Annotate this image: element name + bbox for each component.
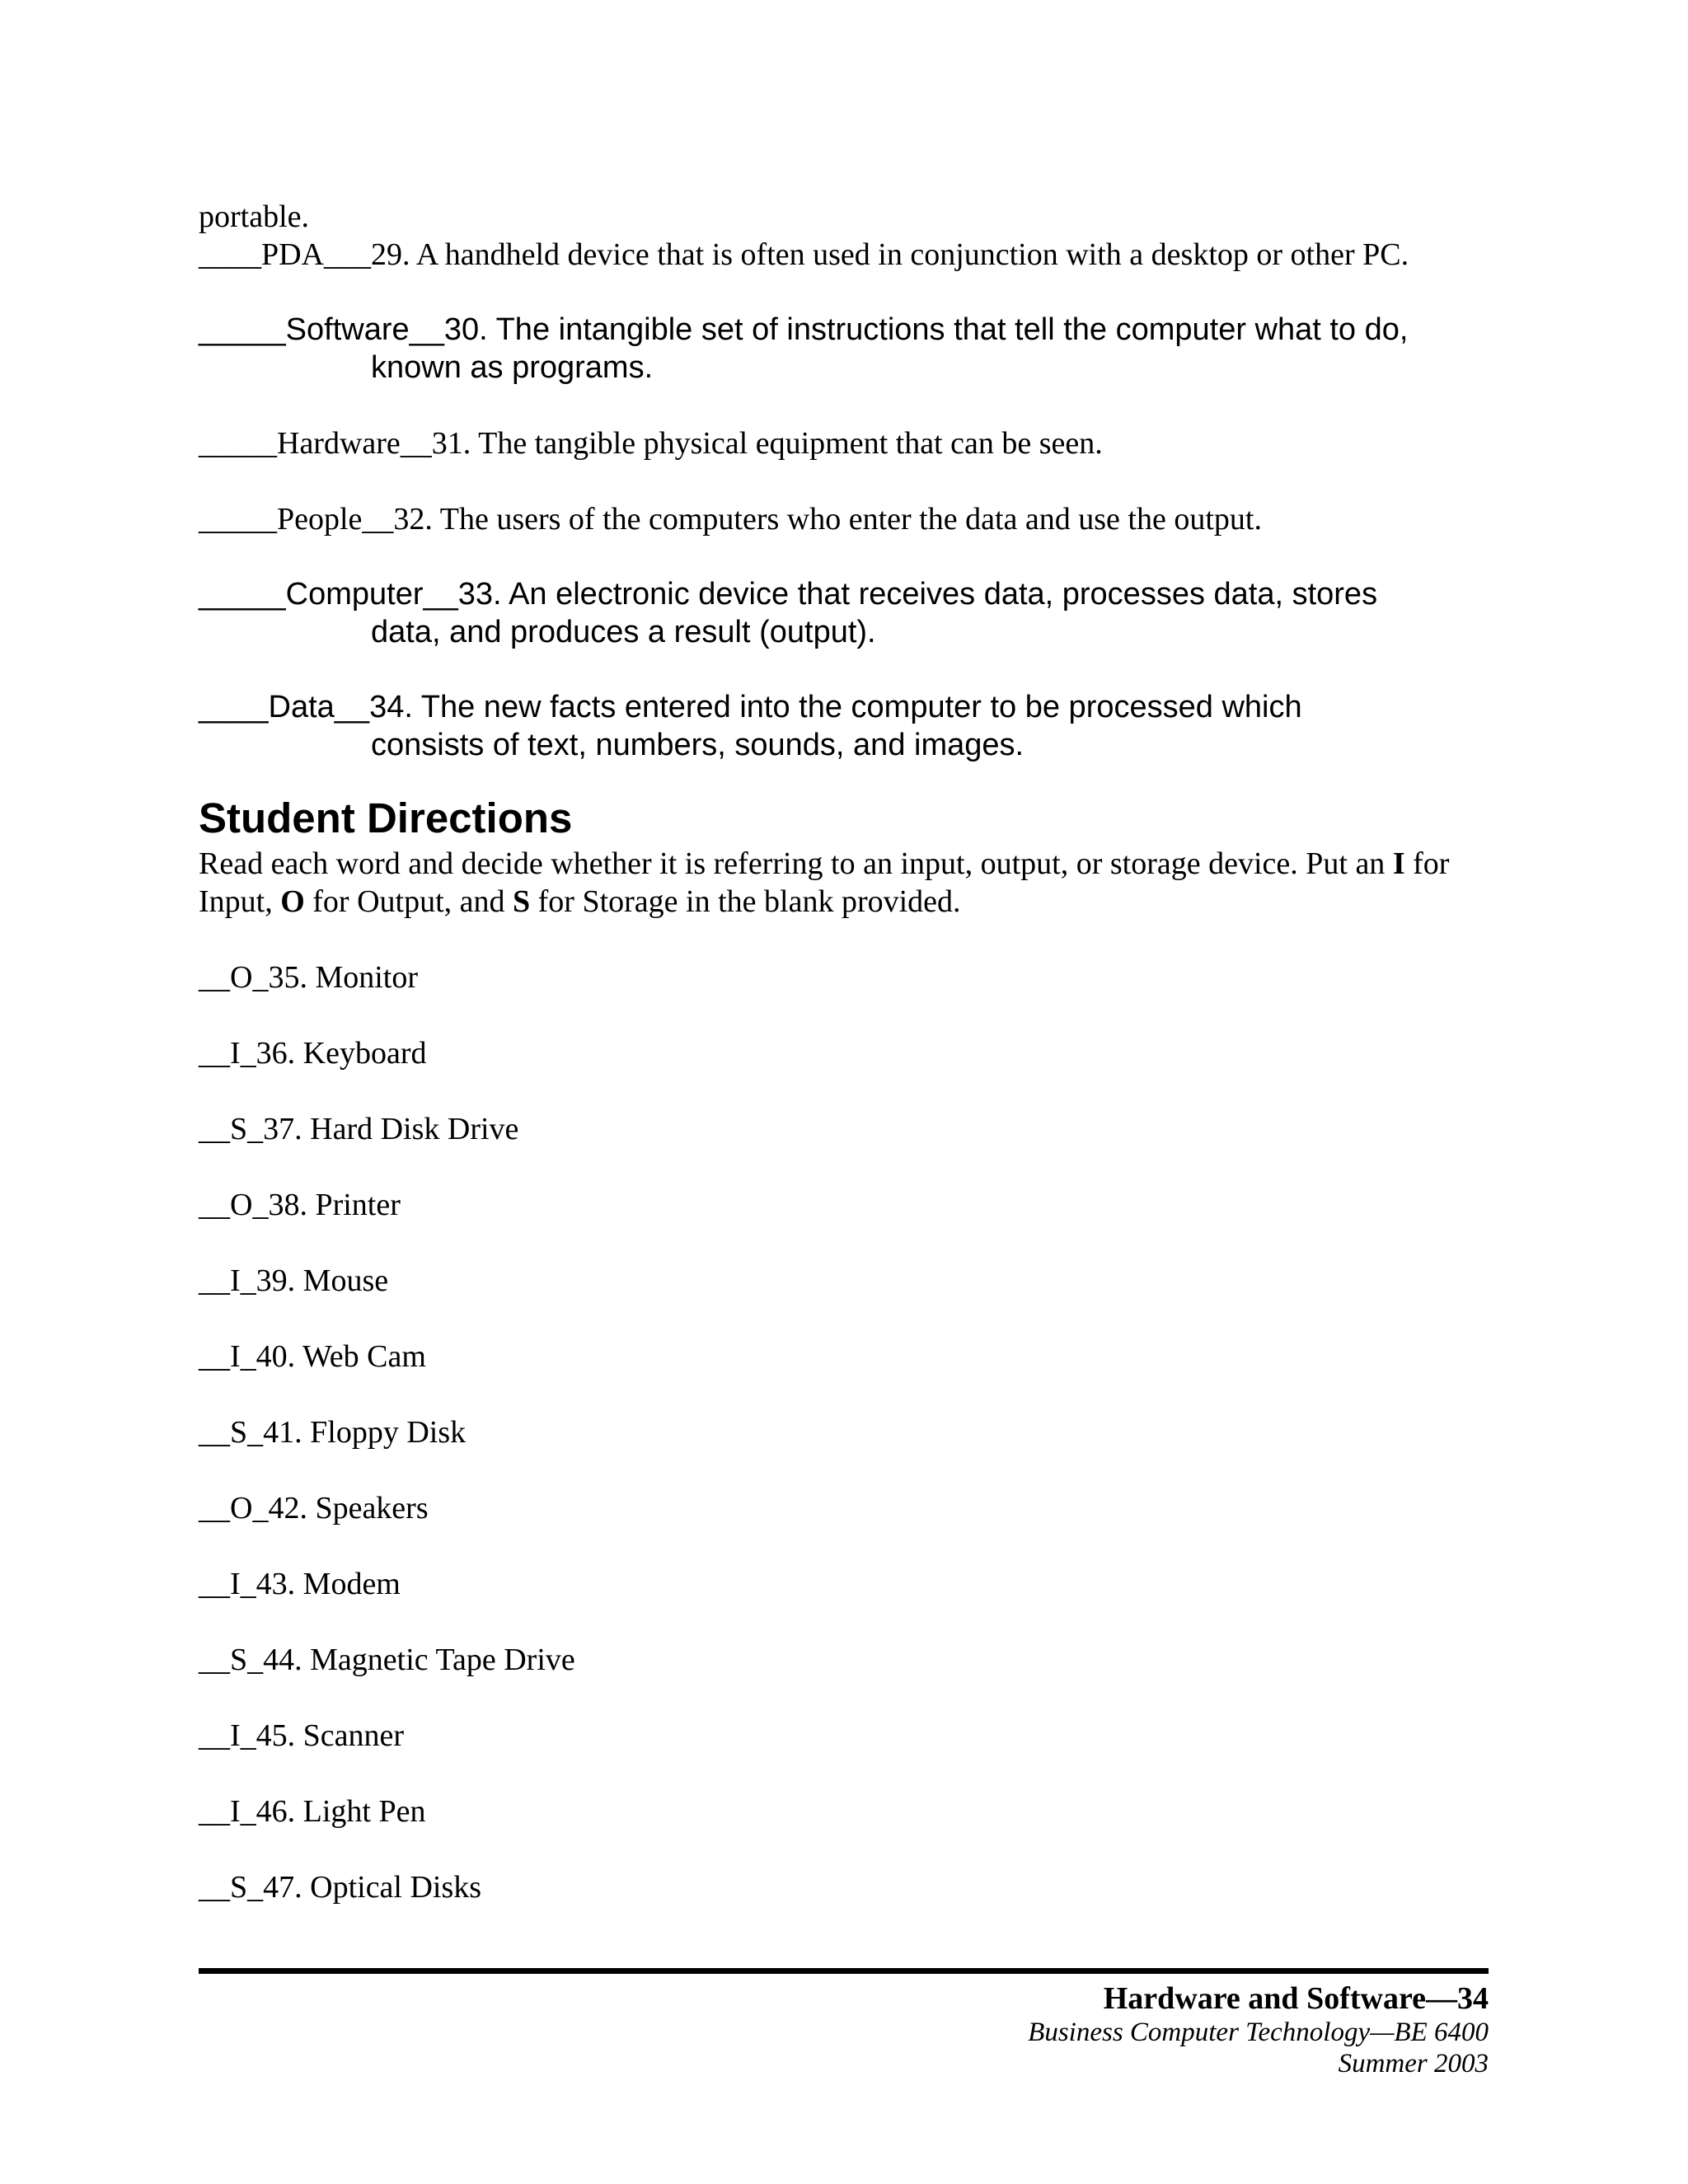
device-item-40: __I_40. Web Cam bbox=[199, 1339, 426, 1374]
directions-text-2: for Input, bbox=[199, 846, 1450, 919]
matching-item-30-line2: known as programs. bbox=[371, 350, 654, 385]
matching-item-31: _____Hardware__31. The tangible physical equipment that can be seen. bbox=[199, 426, 1103, 461]
device-item-41: __S_41. Floppy Disk bbox=[199, 1415, 467, 1450]
device-item-43: __I_43. Modem bbox=[199, 1567, 401, 1601]
directions-text-1: Read each word and decide whether it is referring to an input, output, or storage device. Put an bbox=[199, 846, 1393, 881]
footer-title: Hardware and Software—34 bbox=[1103, 1981, 1489, 2016]
device-item-42: __O_42. Speakers bbox=[199, 1491, 429, 1526]
matching-item-33-line2: data, and produces a result (output). bbox=[371, 615, 876, 649]
matching-item-34 bbox=[199, 688, 1489, 764]
footer-divider bbox=[199, 1968, 1489, 1974]
document-page bbox=[199, 0, 1489, 2184]
device-item-35: __O_35. Monitor bbox=[199, 960, 418, 995]
section-heading: Student Directions bbox=[199, 794, 573, 841]
matching-item-32: _____People__32. The users of the computers who enter the data and use the output. bbox=[199, 502, 1262, 537]
directions-bold-i: I bbox=[1392, 846, 1405, 881]
device-item-47: __S_47. Optical Disks bbox=[199, 1870, 482, 1905]
matching-item-30-line1: _____Software__30. The intangible set of instructions that tell the computer what to do, bbox=[199, 312, 1409, 347]
device-item-37: __S_37. Hard Disk Drive bbox=[199, 1112, 519, 1146]
continuation-text: portable. bbox=[199, 199, 310, 234]
directions-bold-s: S bbox=[513, 884, 531, 919]
device-item-46: __I_46. Light Pen bbox=[199, 1794, 426, 1829]
directions-text-3: for Output, and bbox=[304, 884, 513, 919]
directions-paragraph bbox=[199, 845, 1489, 921]
footer-course: Business Computer Technology—BE 6400 bbox=[1028, 2018, 1489, 2047]
footer-term: Summer 2003 bbox=[1338, 2049, 1489, 2079]
matching-item-33 bbox=[199, 575, 1489, 651]
device-item-45: __I_45. Scanner bbox=[199, 1718, 405, 1753]
matching-item-34-line1: ____Data__34. The new facts entered into the computer to be processed which bbox=[199, 690, 1302, 724]
device-item-38: __O_38. Printer bbox=[199, 1188, 401, 1222]
device-item-39: __I_39. Mouse bbox=[199, 1263, 389, 1298]
device-item-36: __I_36. Keyboard bbox=[199, 1036, 427, 1071]
matching-item-29: ____PDA___29. A handheld device that is often used in conjunction with a desktop or other PC. bbox=[199, 237, 1409, 272]
directions-bold-o: O bbox=[280, 884, 305, 919]
matching-item-34-line2: consists of text, numbers, sounds, and images. bbox=[371, 728, 1025, 762]
matching-item-30 bbox=[199, 311, 1489, 387]
device-item-44: __S_44. Magnetic Tape Drive bbox=[199, 1643, 575, 1677]
directions-text-4: for Storage in the blank provided. bbox=[530, 884, 961, 919]
matching-item-33-line1: _____Computer__33. An electronic device that receives data, processes data, stores bbox=[199, 577, 1378, 612]
